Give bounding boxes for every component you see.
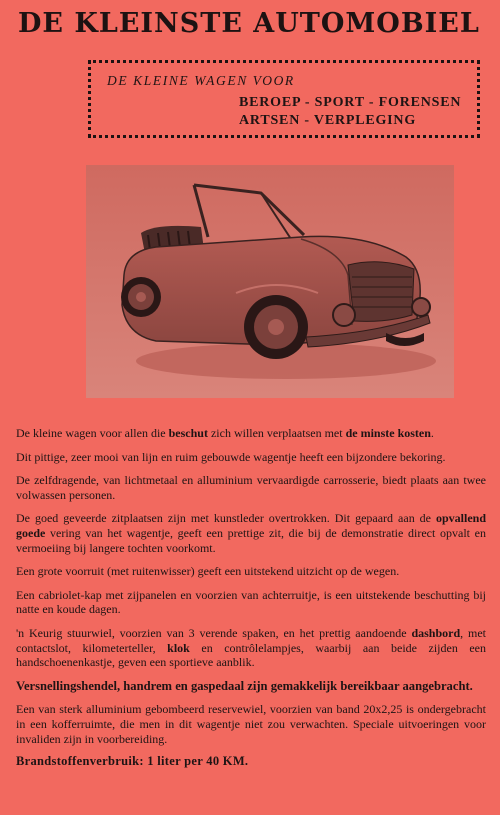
fuel-consumption: Brandstoffenverbruik: 1 liter per 40 KM.: [16, 754, 249, 769]
paragraph-3: De zelfdragende, van lichtmetaal en alluminium vervaardigde carrosserie, biedt plaats aan twee volwassen personen.: [16, 473, 486, 502]
paragraph-5: Een grote voorruit (met ruitenwisser) geeft een uitstekend uitzicht op de wegen.: [16, 564, 400, 579]
page-title: DE KLEINSTE AUTOMOBIEL: [18, 8, 480, 39]
promo-box: [88, 60, 480, 138]
paragraph-8: Versnellingshendel, handrem en gaspedaal zijn gemakkelijk bereikbaar aangebracht.: [16, 678, 473, 693]
paragraph-7: 'n Keurig stuurwiel, voorzien van 3 verende spaken, en het prettig aandoende dashbord, met contactslot, kilometerteller, klok en contrôlelampjes, waarbij aan beide zijden een handschoenenkastje, geven een sportieve aanblik.: [16, 625, 487, 670]
promo-line-2: ARTSEN - VERPLEGING: [239, 113, 417, 128]
paragraph-9: Een van sterk alluminium gebombeerd reservewiel, voorzien van band 20x2,25 is ondergebracht in een kofferruimte, die men in dit wagentje niet zou verwachten. Speciale uitvoeringen voor invaliden zijn in voorbereiding.: [16, 702, 486, 746]
promo-line-1: BEROEP - SPORT - FORENSEN: [239, 95, 462, 110]
description-text: [16, 426, 486, 778]
promo-intro: DE KLEINE WAGEN VOOR: [107, 73, 295, 88]
paragraph-6: Een cabriolet-kap met zijpanelen en voorzien van achterruitje, is een uitstekende beschutting bij natte en koude dagen.: [16, 587, 486, 617]
paragraph-2: Dit pittige, zeer mooi van lijn en ruim gebouwde wagentje heeft een bijzondere bekoring.: [16, 449, 446, 464]
paragraph-1: De kleine wagen voor allen die beschut zich willen verplaatsen met de minste kosten.: [16, 426, 434, 440]
car-photo: [86, 165, 454, 398]
car-photo-icon: [86, 165, 454, 398]
paragraph-4: De goed geveerde zitplaatsen zijn met kunstleder overtrokken. Dit gepaard aan de opvallend goede vering van het wagentje, geeft een prettige zit, die bij de demonstratie direct opvalt en vermoeiing bij langere tochten voorkomt.: [16, 511, 486, 555]
